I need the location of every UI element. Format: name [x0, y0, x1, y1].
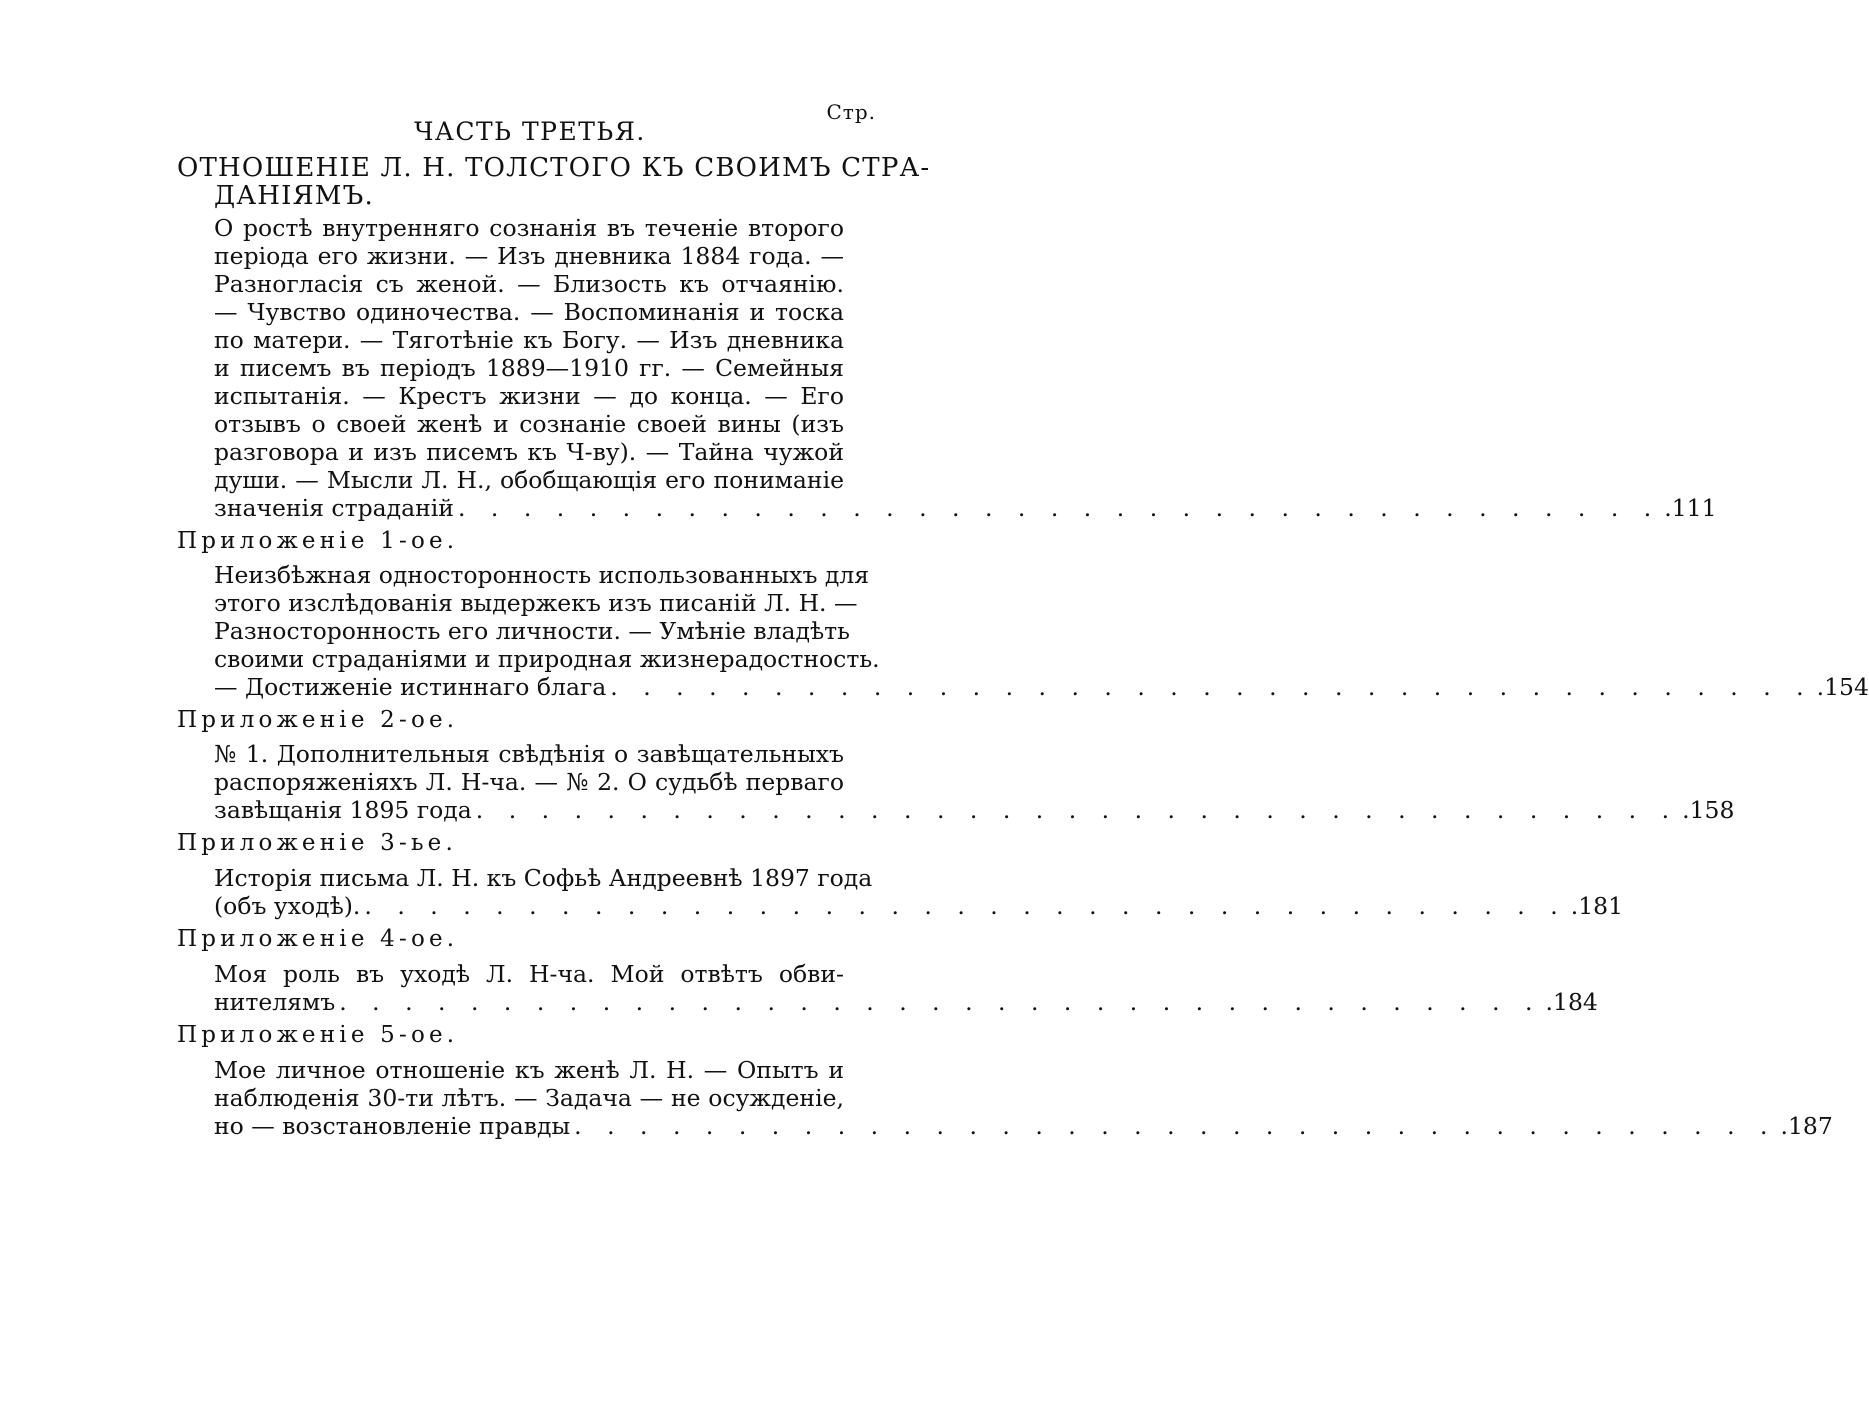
- chapter-body-line: души. — Мысли Л. Н., обобщающія его пониманіе: [214, 466, 844, 494]
- page-number: .187: [1780, 1112, 1833, 1140]
- appendix-1-line: своими страданіями и природная жизнерадостность.: [214, 645, 880, 673]
- appendix-3-title: Приложеніе 3-ье.: [177, 830, 457, 856]
- appendix-1-line: этого изслѣдованія выдержекъ изъ писаній Л. Н. —: [214, 589, 858, 617]
- chapter-body-line: испытанія. — Крестъ жизни — до конца. — Его: [214, 382, 844, 410]
- appendix-4-entry-text: нителямъ: [214, 988, 336, 1016]
- appendix-5-last-line: [214, 1112, 1833, 1140]
- dot-leader: . . . . . . . . . . . . . . . . . . . . . . . . . . . . . . . . . . . . .: [610, 673, 1813, 701]
- appendix-1-last-line: [214, 673, 1869, 701]
- part-title: ЧАСТЬ ТРЕТЬЯ.: [414, 117, 646, 146]
- dot-leader: . . . . . . . . . . . . . . . . . . . . . . . . . . . . . . . . . . . . .: [574, 1112, 1777, 1140]
- dot-leader: . . . . . . . . . . . . . . . . . . . . . . . . . . . . . . . . . . . . .: [475, 796, 1679, 824]
- chapter-body-line: по матери. — Тяготѣніе къ Богу. — Изъ дневника: [214, 326, 844, 354]
- chapter-body-line: разговора и изъ писемъ къ Ч-ву). — Тайна чужой: [214, 438, 844, 466]
- appendix-5-line: наблюденія 30-ти лѣтъ. — Задача — не осужденіе,: [214, 1084, 844, 1112]
- appendix-1-entry-text: — Достиженіе истиннаго блага: [214, 673, 607, 701]
- chapter-entry-last-line: [214, 494, 1717, 522]
- chapter-body-line: Разногласія съ женой. — Близость къ отчаянію.: [214, 270, 844, 298]
- appendix-2-line: № 1. Дополнительныя свѣдѣнія о завѣщательныхъ: [214, 740, 844, 768]
- appendix-5-line: Мое личное отношеніе къ женѣ Л. Н. — Опытъ и: [214, 1056, 844, 1084]
- appendix-2-title: Приложеніе 2-ое.: [177, 707, 459, 733]
- chapter-title-line-1: ОТНОШЕНІЕ Л. Н. ТОЛСТОГО КЪ СВОИМЪ СТРА-: [177, 153, 931, 183]
- appendix-4-line: Моя роль въ уходѣ Л. Н-ча. Мой отвѣтъ обви-: [214, 960, 844, 988]
- appendix-1-line: Неизбѣжная односторонность использованныхъ для: [214, 561, 870, 589]
- page-number: .184: [1545, 988, 1598, 1016]
- appendix-5-entry-text: но — возстановленіе правды: [214, 1112, 571, 1140]
- appendix-3-entry-text: (объ уходѣ).: [214, 892, 361, 920]
- chapter-body-line: отзывъ о своей женѣ и сознаніе своей вины (изъ: [214, 410, 844, 438]
- appendix-1-line: Разносторонность его личности. — Умѣніе владѣть: [214, 617, 850, 645]
- appendix-3-last-line: [214, 892, 1624, 920]
- chapter-body-line: и писемъ въ періодъ 1889—1910 гг. — Семейныя: [214, 354, 844, 382]
- appendix-5-title: Приложеніе 5-ое.: [177, 1022, 459, 1048]
- appendix-2-last-line: [214, 796, 1735, 824]
- appendix-1-title: Приложеніе 1-ое.: [177, 528, 459, 554]
- appendix-4-last-line: [214, 988, 1598, 1016]
- dot-leader: . . . . . . . . . . . . . . . . . . . . . . . . . . . . . . . . . . . . .: [364, 892, 1567, 920]
- dot-leader: . . . . . . . . . . . . . . . . . . . . . . . . . . . . . . . . . . . . .: [457, 494, 1661, 522]
- dot-leader: . . . . . . . . . . . . . . . . . . . . . . . . . . . . . . . . . . . . .: [339, 988, 1542, 1016]
- page-number: .158: [1682, 796, 1735, 824]
- chapter-title-line-2: ДАНІЯМЪ.: [214, 181, 374, 211]
- page-column-label: Стр.: [826, 100, 876, 124]
- page-number: .181: [1570, 892, 1624, 920]
- page-number: .154: [1816, 673, 1869, 701]
- page-number: .111: [1664, 494, 1717, 522]
- chapter-body-line: періода его жизни. — Изъ дневника 1884 года. —: [214, 242, 844, 270]
- appendix-4-title: Приложеніе 4-ое.: [177, 926, 459, 952]
- chapter-body-line: — Чувство одиночества. — Воспоминанія и тоска: [214, 298, 844, 326]
- appendix-2-line: распоряженіяхъ Л. Н-ча. — № 2. О судьбѣ перваго: [214, 768, 844, 796]
- chapter-body-line: О ростѣ внутренняго сознанія въ теченіе второго: [214, 214, 844, 242]
- appendix-3-line: Исторія письма Л. Н. къ Софьѣ Андреевнѣ 1897 года: [214, 864, 873, 892]
- chapter-entry-text: значенія страданій: [214, 494, 454, 522]
- appendix-2-entry-text: завѣщанія 1895 года: [214, 796, 472, 824]
